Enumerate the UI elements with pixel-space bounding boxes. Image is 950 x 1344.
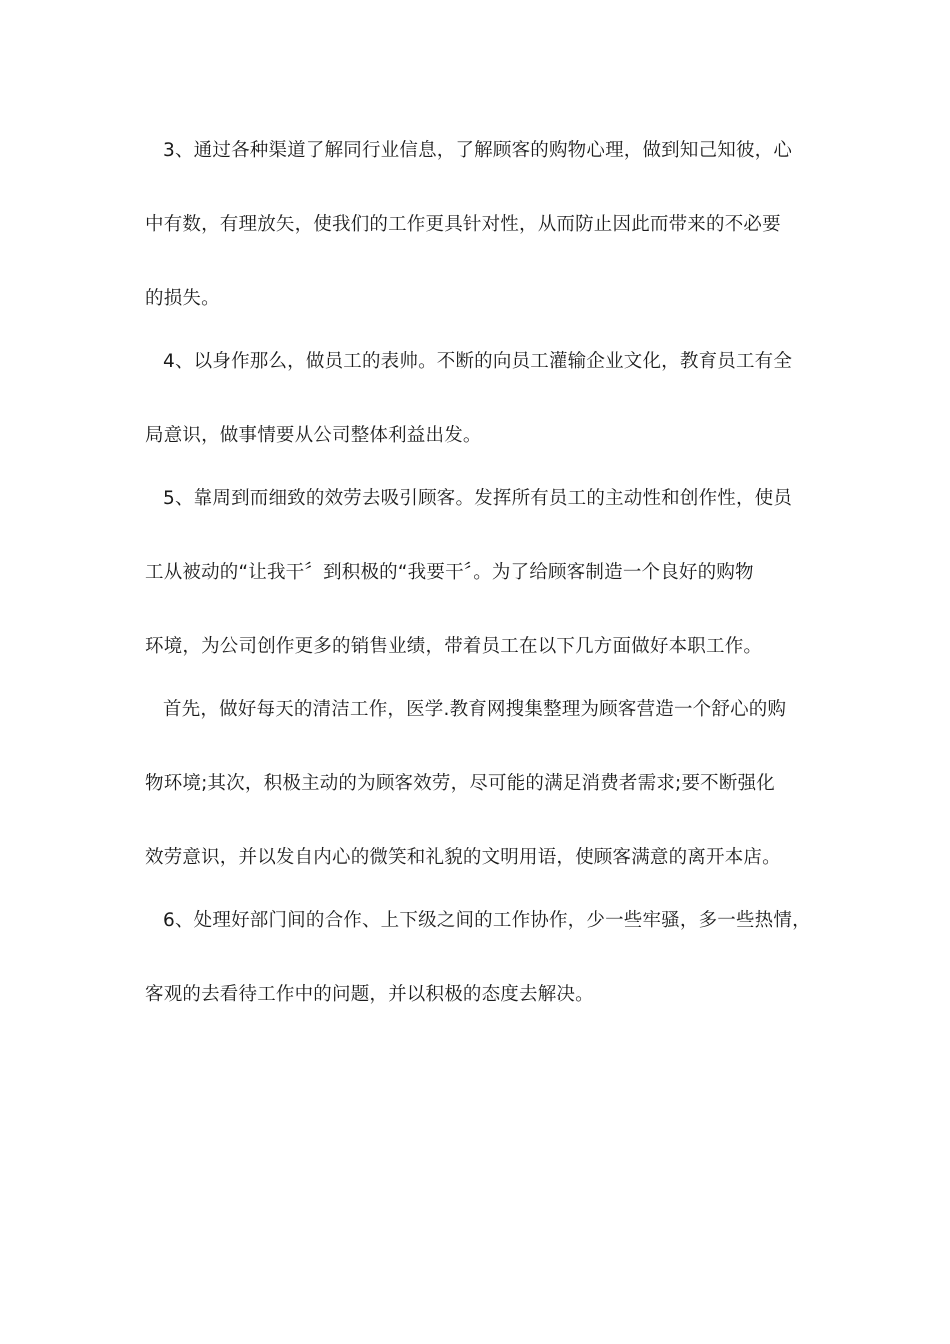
paragraph-5-line-3: 环境，为公司创作更多的销售业绩，带着员工在以下几方面做好本职工作。: [145, 636, 763, 657]
paragraph-5-line-1: 5、靠周到而细致的效劳去吸引顾客。发挥所有员工的主动性和创作性，使员: [163, 488, 793, 509]
paragraph-6-line-1: 6、处理好部门间的合作、上下级之间的工作协作，少一些牢骚，多一些热情，: [163, 910, 811, 931]
paragraph-3-line-2: 中有数，有理放矢，使我们的工作更具针对性，从而防止因此而带来的不必要: [145, 214, 781, 235]
paragraph-5-line-2: 工从被动的“让我干〞到积极的“我要干〞。为了给顾客制造一个良好的购物: [145, 562, 754, 583]
paragraph-3-line-3: 的损失。: [145, 288, 220, 309]
paragraph-4-line-1: 4、以身作那么，做员工的表帅。不断的向员工灌输企业文化，教育员工有全: [163, 351, 793, 372]
paragraph-3-line-1: 3、通过各种渠道了解同行业信息，了解顾客的购物心理，做到知己知彼，心: [163, 140, 793, 161]
paragraph-first-line-1: 首先，做好每天的清洁工作，医学.教育网搜集整理为顾客营造一个舒心的购: [163, 699, 787, 720]
paragraph-first-line-2: 物环境;其次，积极主动的为顾客效劳，尽可能的满足消费者需求;要不断强化: [145, 773, 775, 794]
paragraph-6-line-2: 客观的去看待工作中的问题，并以积极的态度去解决。: [145, 984, 594, 1005]
paragraph-4-line-2: 局意识，做事情要从公司整体利益出发。: [145, 425, 482, 446]
paragraph-first-line-3: 效劳意识，并以发自内心的微笑和礼貌的文明用语，使顾客满意的离开本店。: [145, 847, 781, 868]
